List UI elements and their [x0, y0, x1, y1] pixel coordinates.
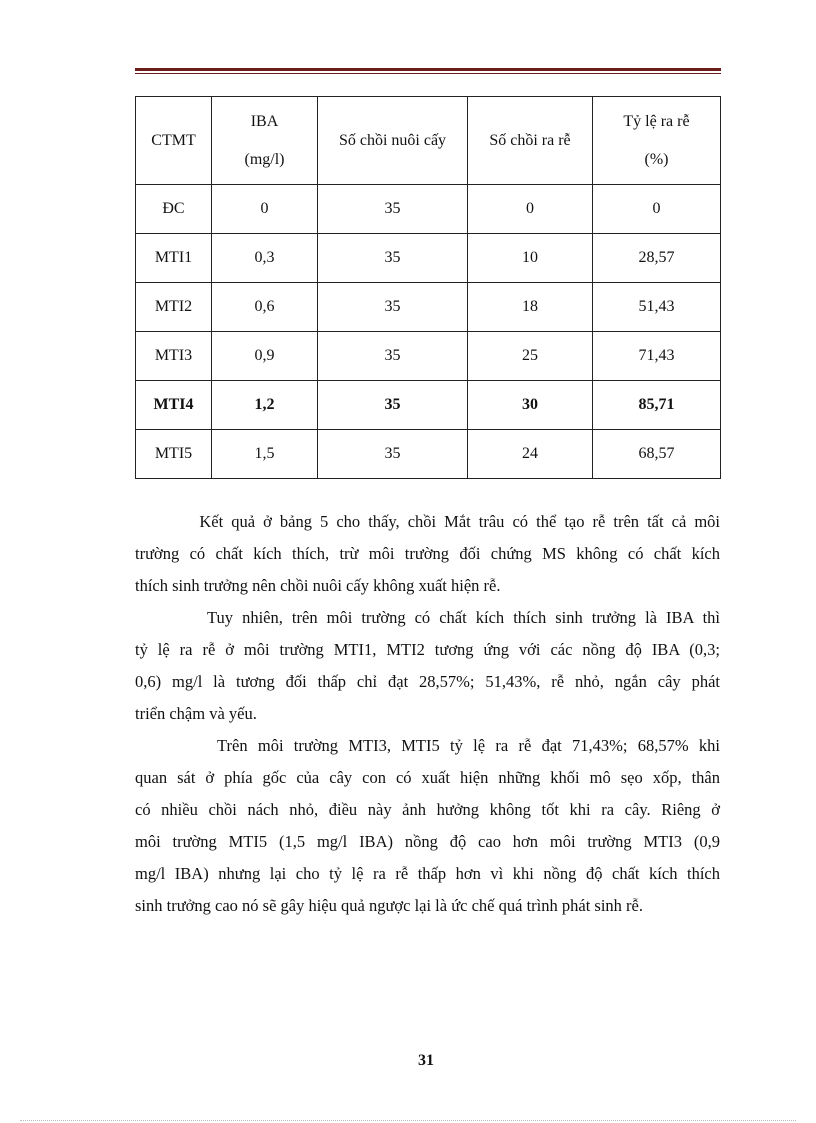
- paragraph-line: tỷ lệ ra rễ ở môi trường MTI1, MTI2 tương ứng với các nồng độ IBA (0,3;: [135, 640, 720, 659]
- cell-ty-le: 0: [593, 185, 721, 234]
- cell-ty-le: 68,57: [593, 430, 721, 479]
- cell-nuoi-cay: 35: [318, 381, 468, 430]
- header-ty-le-ra-re: [593, 97, 721, 185]
- paragraph-low-concentration: [135, 602, 720, 730]
- paragraph-high-concentration: [135, 730, 720, 922]
- paragraph-line: triển chậm và yếu.: [135, 704, 257, 723]
- cell-ctmt: MTI1: [136, 234, 212, 283]
- cell-iba: 0,3: [212, 234, 318, 283]
- table-row: [136, 283, 721, 332]
- cell-nuoi-cay: 35: [318, 283, 468, 332]
- header-rule: [135, 68, 721, 71]
- cell-iba: 0,9: [212, 332, 318, 381]
- paragraph-results-summary: [135, 506, 720, 602]
- table-header-row: [136, 97, 721, 185]
- cell-nuoi-cay: 35: [318, 430, 468, 479]
- header-ctmt: CTMT: [136, 97, 212, 185]
- header-ty-le-label: Tỷ lệ ra rễ: [623, 112, 690, 130]
- paragraph-line: trường có chất kích thích, trừ môi trường đối chứng MS không có chất kích: [135, 544, 720, 563]
- header-rule-thin: [135, 73, 721, 74]
- table-row: [136, 185, 721, 234]
- page-number: 31: [418, 1052, 434, 1069]
- cell-ctmt: ĐC: [136, 185, 212, 234]
- header-so-choi-nuoi-cay: Số chồi nuôi cấy: [318, 97, 468, 185]
- paragraph-line: thích sinh trưởng nên chồi nuôi cấy không xuất hiện rễ.: [135, 576, 501, 595]
- rooting-results-table: [135, 96, 721, 479]
- cell-iba: 1,2: [212, 381, 318, 430]
- paragraph-line: 0,6) mg/l là tương đối thấp chỉ đạt 28,57%; 51,43%, rễ nhỏ, ngắn cây phát: [135, 672, 720, 691]
- paragraph-line: mg/l IBA) nhưng lại cho tỷ lệ ra rễ thấp hơn vì khi nồng độ chất kích thích: [135, 864, 720, 883]
- header-iba-label: IBA: [250, 112, 279, 130]
- paragraph-line: môi trường MTI5 (1,5 mg/l IBA) nồng độ cao hơn môi trường MTI3 (0,9: [135, 832, 720, 851]
- cell-ctmt: MTI2: [136, 283, 212, 332]
- cell-ty-le: 71,43: [593, 332, 721, 381]
- cell-iba: 1,5: [212, 430, 318, 479]
- table-row-highlighted: [136, 381, 721, 430]
- cell-iba: 0: [212, 185, 318, 234]
- cell-ra-re: 30: [468, 381, 593, 430]
- cell-ra-re: 18: [468, 283, 593, 332]
- paragraph-line: Trên môi trường MTI3, MTI5 tỷ lệ ra rễ đạt 71,43%; 68,57% khi: [135, 736, 720, 755]
- cell-ctmt: MTI5: [136, 430, 212, 479]
- paragraph-line: quan sát ở phía gốc của cây con có xuất hiện những khối mô sẹo xốp, thân: [135, 768, 720, 787]
- cell-ty-le: 85,71: [593, 381, 721, 430]
- cell-ra-re: 25: [468, 332, 593, 381]
- paragraph-line: Tuy nhiên, trên môi trường có chất kích thích sinh trưởng là IBA thì: [135, 608, 720, 627]
- cell-ra-re: 24: [468, 430, 593, 479]
- paragraph-line: Kết quả ở bảng 5 cho thấy, chồi Mắt trâu có thể tạo rễ trên tất cả môi: [135, 512, 720, 531]
- cell-nuoi-cay: 35: [318, 332, 468, 381]
- cell-ra-re: 10: [468, 234, 593, 283]
- table-row: [136, 234, 721, 283]
- cell-ctmt: MTI3: [136, 332, 212, 381]
- cell-ty-le: 51,43: [593, 283, 721, 332]
- header-iba: [212, 97, 318, 185]
- table-row: [136, 430, 721, 479]
- cell-nuoi-cay: 35: [318, 185, 468, 234]
- header-iba-unit: (mg/l): [244, 150, 285, 168]
- table-row: [136, 332, 721, 381]
- cell-nuoi-cay: 35: [318, 234, 468, 283]
- paragraph-line: có nhiều chồi nách nhỏ, điều này ảnh hưởng không tốt khi ra cây. Riêng ở: [135, 800, 720, 819]
- header-ty-le-unit: (%): [644, 150, 669, 168]
- paragraph-line: sinh trưởng cao nó sẽ gây hiệu quả ngược lại là ức chế quá trình phát sinh rễ.: [135, 896, 643, 915]
- cell-ty-le: 28,57: [593, 234, 721, 283]
- cell-iba: 0,6: [212, 283, 318, 332]
- header-so-choi-ra-re: Số chồi ra rễ: [468, 97, 593, 185]
- cell-ra-re: 0: [468, 185, 593, 234]
- cell-ctmt: MTI4: [136, 381, 212, 430]
- page-bottom-divider: [20, 1120, 796, 1121]
